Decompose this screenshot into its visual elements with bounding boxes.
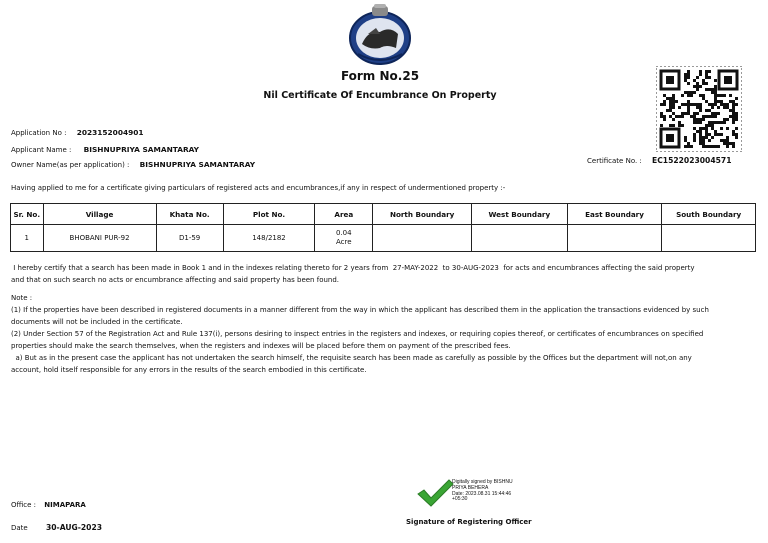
khata-no-cell: D1-59 <box>156 225 223 252</box>
application-number-row <box>11 128 144 137</box>
office-row <box>11 501 86 509</box>
note-line: a) But as in the present case the applicant has not undertaken the search himself, the requisite search has been made as carefully as possible by the Offices but the department will not,on any <box>11 354 692 362</box>
west-boundary-cell <box>472 225 568 252</box>
office-value: NIMAPARA <box>44 501 86 509</box>
digital-signature-line: Digitally signed by BISHNU <box>452 479 513 485</box>
owner-name-row <box>11 160 255 169</box>
area-unit: Acre <box>336 238 352 246</box>
office-label: Office : <box>11 501 37 509</box>
column-header: Plot No. <box>223 204 315 225</box>
village-cell: BHOBANI PUR-92 <box>43 225 156 252</box>
column-header: Area <box>315 204 373 225</box>
column-header: North Boundary <box>373 204 472 225</box>
digital-signature-line: Date: 2023.08.31 15:44:46 <box>452 490 512 497</box>
digital-signature-line: PRIYA BEHERA <box>452 484 489 491</box>
applicant-name-row <box>11 145 199 154</box>
owner-name-value: BISHNUPRIYA SAMANTARAY <box>139 160 256 169</box>
certificate-title: Nil Certificate Of Encumbrance On Property <box>263 90 497 101</box>
column-header: East Boundary <box>567 204 662 225</box>
note-line: documents will not be included in the certificate. <box>11 318 183 326</box>
signature-label: Signature of Registering Officer <box>406 518 532 526</box>
east-boundary-cell <box>567 225 662 252</box>
intro-text: Having applied to me for a certificate giving particulars of registered acts and encumbrances,if any in respect of undermentioned property :- <box>11 184 506 192</box>
certification-line: and that on such search no acts or encumbrance affecting and said property has been found. <box>11 276 340 284</box>
note-line: properties should make the search themselves, when the registers and indexes will be placed before them on payment of the prescribed fees. <box>11 342 511 350</box>
table-header-row <box>11 204 756 225</box>
certificate-number-row <box>587 156 731 165</box>
plot-no-cell: 148/2182 <box>223 225 315 252</box>
date-row <box>11 523 102 532</box>
date-value: 30-AUG-2023 <box>45 523 103 532</box>
note-line: (2) Under Section 57 of the Registration Act and Rule 137(i), persons desiring to inspect entries in the registers and indexes, or requiring copies thereof, or certificates of encumbrances on specified <box>11 330 704 338</box>
column-header: Sr. No. <box>11 204 44 225</box>
digital-signature-line: +05:30 <box>452 496 468 503</box>
application-number-label: Application No : <box>11 129 67 137</box>
property-table <box>10 203 756 252</box>
certificate-number-label: Certificate No. : <box>587 157 642 165</box>
applicant-name-label: Applicant Name : <box>11 146 72 154</box>
area-cell <box>315 225 373 252</box>
application-number-value: 2023152004901 <box>76 128 144 137</box>
area-value: 0.04 <box>336 229 352 237</box>
applicant-name-value: BISHNUPRIYA SAMANTARAY <box>83 145 200 154</box>
south-boundary-cell <box>662 225 756 252</box>
notes-label: Note : <box>11 294 33 302</box>
odisha-emblem-icon <box>346 4 414 66</box>
owner-name-label: Owner Name(as per application) : <box>11 161 130 169</box>
column-header: Khata No. <box>156 204 223 225</box>
qr-code-icon <box>656 66 742 152</box>
column-header: West Boundary <box>472 204 568 225</box>
north-boundary-cell <box>373 225 472 252</box>
form-number-title: Form No.25 <box>340 69 420 83</box>
certification-line: I hereby certify that a search has been made in Book 1 and in the indexes relating thereto for 2 years from 27-MAY-2022 to 30-AUG-2023 for acts and encumbrances affecting the said property <box>11 264 695 272</box>
date-label: Date <box>11 524 28 532</box>
sr-no-cell: 1 <box>11 225 44 252</box>
note-line: account, hold itself responsible for any errors in the results of the search embodied in this certificate. <box>11 366 367 374</box>
signature-valid-check-icon <box>416 478 454 508</box>
digital-signature-details <box>452 480 513 503</box>
table-row <box>11 225 756 252</box>
column-header: South Boundary <box>662 204 756 225</box>
certificate-number-value: EC1522023004571 <box>652 156 732 165</box>
notes-section <box>11 292 751 376</box>
certification-text <box>11 262 751 286</box>
note-line: (1) If the properties have been described in registered documents in a manner different from the way in which the applicant has described them in the application the transactions evidenced by such <box>11 306 709 314</box>
column-header: Village <box>43 204 156 225</box>
